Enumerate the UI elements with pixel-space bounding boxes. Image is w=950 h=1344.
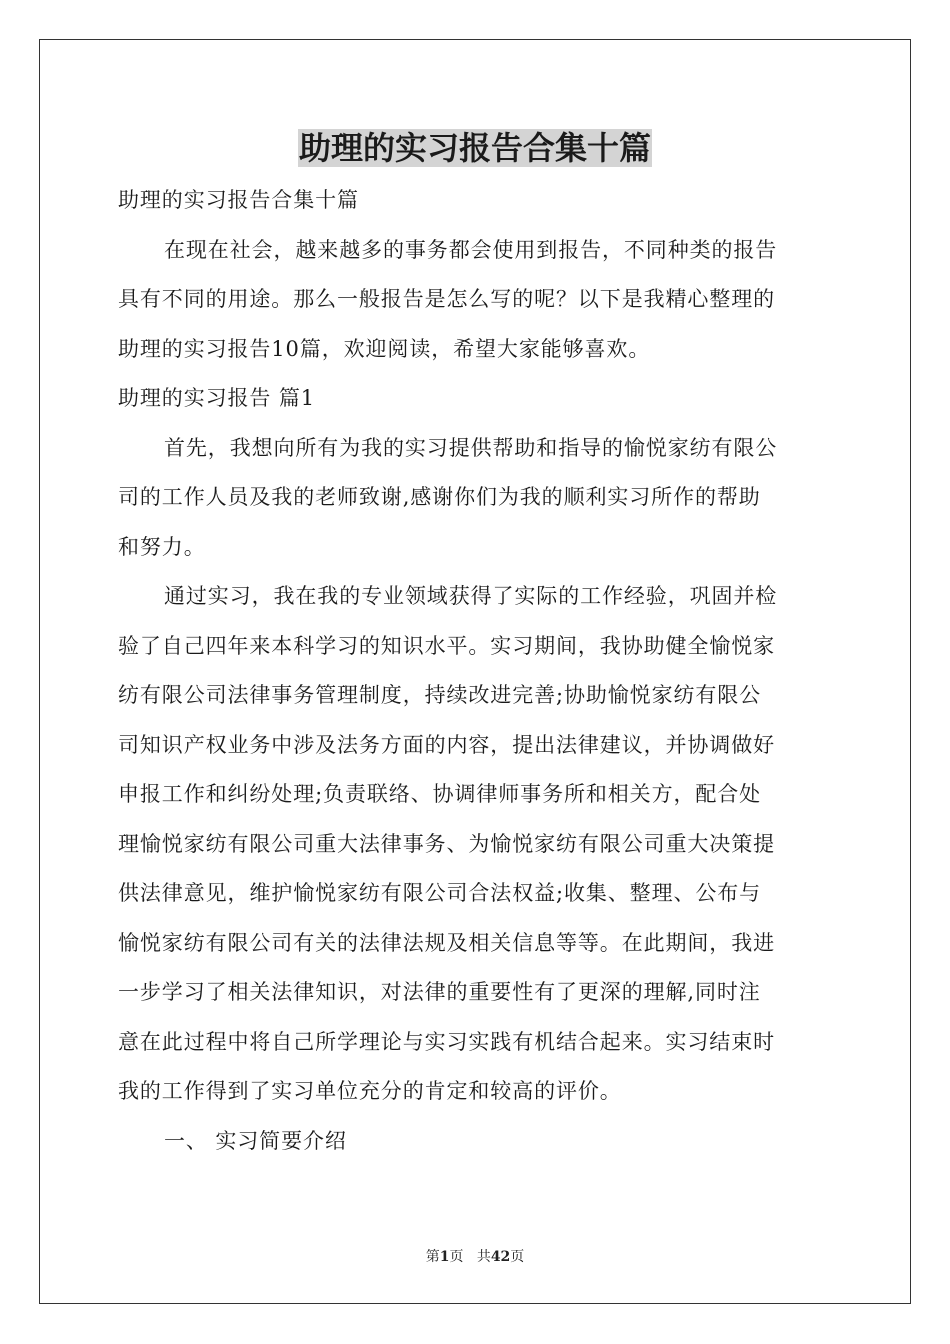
text-line: 一步学习了相关法律知识，对法律的重要性有了更深的理解,同时注 [118, 980, 761, 1004]
footer-total-prefix: 共 [476, 1249, 491, 1265]
text-line: 愉悦家纺有限公司有关的法律法规及相关信息等等。在此期间，我进 [118, 930, 775, 955]
document-title-text: 助理的实习报告合集十篇 [298, 129, 651, 167]
footer-page-prefix: 第 [425, 1249, 440, 1265]
text-line: 首先，我想向所有为我的实习提供帮助和指导的愉悦家纺有限公 [164, 435, 778, 460]
text-line: 纺有限公司法律事务管理制度，持续改进完善;协助愉悦家纺有限公 [118, 683, 762, 707]
footer-page-number: 1 [439, 1249, 450, 1265]
text-line: 具有不同的用途。那么一般报告是怎么写的呢？以下是我精心整理的 [118, 287, 775, 311]
text-line: 验了自己四年来本科学习的知识水平。实习期间，我协助健全愉悦家 [118, 633, 775, 658]
text-line: 申报工作和纠纷处理;负责联络、协调律师事务所和相关方，配合处 [118, 782, 762, 806]
text-line: 一、 实习简要介绍 [164, 1128, 347, 1153]
document-title [0, 126, 950, 170]
text-line: 理愉悦家纺有限公司重大法律事务、为愉悦家纺有限公司重大决策提 [118, 831, 775, 856]
text-line: 我的工作得到了实习单位充分的肯定和较高的评价。 [118, 1079, 622, 1103]
footer-total-pages: 42 [490, 1249, 511, 1265]
footer-total-suffix: 页 [510, 1249, 525, 1265]
text-line: 和努力。 [118, 534, 206, 559]
text-line: 供法律意见，维护愉悦家纺有限公司合法权益;收集、整理、公布与 [118, 881, 762, 905]
page-footer [0, 1248, 950, 1266]
text-line: 助理的实习报告合集十篇 [118, 188, 359, 212]
text-line: 司的工作人员及我的老师致谢,感谢你们为我的顺利实习所作的帮助 [118, 485, 761, 509]
text-line: 司知识产权业务中涉及法务方面的内容，提出法律建议，并协调做好 [118, 732, 775, 757]
text-line: 助理的实习报告 篇1 [118, 386, 316, 410]
text-line: 在现在社会，越来越多的事务都会使用到报告，不同种类的报告 [164, 237, 778, 262]
footer-page-suffix: 页 [449, 1249, 464, 1265]
text-line: 意在此过程中将自己所学理论与实习实践有机结合起来。实习结束时 [118, 1029, 775, 1054]
document-body [118, 176, 834, 1166]
text-line: 通过实习，我在我的专业领域获得了实际的工作经验，巩固并检 [164, 584, 778, 608]
text-line: 助理的实习报告10篇，欢迎阅读，希望大家能够喜欢。 [118, 336, 651, 361]
